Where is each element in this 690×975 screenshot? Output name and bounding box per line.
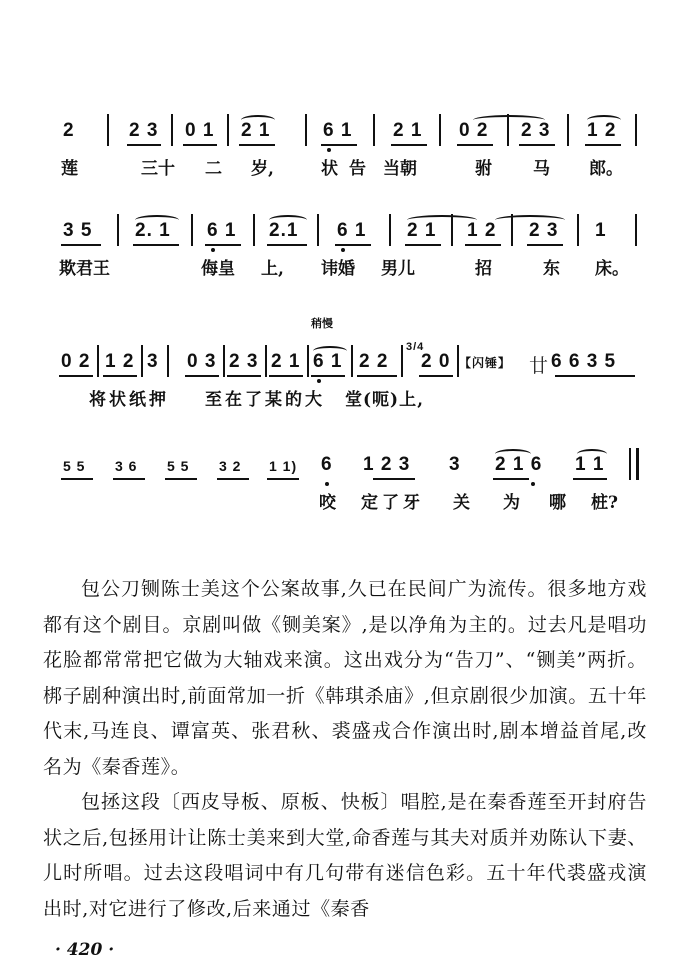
notation-line bbox=[55, 448, 645, 482]
underline bbox=[493, 478, 529, 480]
barline bbox=[307, 345, 309, 377]
barline bbox=[97, 345, 99, 377]
note: 2 3 bbox=[129, 120, 159, 141]
lyric: 床。 bbox=[595, 259, 629, 279]
note: 1 bbox=[595, 220, 607, 241]
note: 0 2 bbox=[61, 351, 91, 372]
lyric: 驸 bbox=[475, 159, 492, 179]
underline bbox=[227, 375, 261, 377]
instrumental-passage: 6 6 3 5 bbox=[551, 351, 617, 372]
underline bbox=[527, 244, 563, 246]
lyric: 二 bbox=[205, 159, 222, 179]
barline bbox=[171, 114, 173, 146]
note: 6 1 bbox=[337, 220, 367, 241]
note: 2. 1 bbox=[135, 220, 171, 241]
lyric: 招 bbox=[475, 259, 492, 279]
barline bbox=[141, 345, 143, 377]
lyric: 上, bbox=[261, 259, 284, 279]
notation-line bbox=[55, 341, 645, 379]
lyric: 为 bbox=[503, 493, 520, 513]
underline bbox=[217, 478, 249, 480]
score-row-4 bbox=[55, 448, 645, 514]
note: 3 bbox=[147, 351, 159, 372]
barline bbox=[305, 114, 307, 146]
octave-dot bbox=[327, 148, 331, 152]
time-signature: 3/4 bbox=[406, 341, 425, 353]
lyric: 岁, bbox=[251, 159, 274, 179]
note: 5 5 bbox=[167, 458, 190, 474]
lyrics-line bbox=[55, 154, 645, 180]
lyrics-line bbox=[55, 488, 645, 514]
note: 3 5 bbox=[63, 220, 93, 241]
score-row-1 bbox=[55, 114, 645, 180]
free-rhythm-mark: 廿 bbox=[529, 356, 550, 377]
barline bbox=[351, 345, 353, 377]
final-barline bbox=[629, 448, 639, 480]
underline bbox=[335, 244, 371, 246]
note: 0 3 bbox=[187, 351, 217, 372]
note: 1 2 bbox=[587, 120, 617, 141]
note: 5 5 bbox=[63, 458, 86, 474]
note: 2 3 bbox=[521, 120, 551, 141]
lyric: 桩? bbox=[591, 493, 618, 513]
note: 2 bbox=[63, 120, 75, 141]
note: 6 bbox=[321, 454, 333, 475]
note: 2.1 bbox=[269, 220, 299, 241]
barline bbox=[373, 114, 375, 146]
note: 2 1 6 bbox=[495, 454, 543, 475]
underline bbox=[183, 144, 217, 146]
note: 6 1 bbox=[313, 351, 343, 372]
barline bbox=[191, 214, 193, 246]
lyric: 男儿 bbox=[381, 259, 415, 279]
octave-dot bbox=[325, 482, 329, 486]
note: 1 1) bbox=[269, 458, 298, 474]
underline bbox=[267, 478, 299, 480]
note: 0 2 bbox=[459, 120, 489, 141]
note: 2 0 bbox=[421, 351, 451, 372]
barline bbox=[253, 214, 255, 246]
underline bbox=[357, 375, 397, 377]
score-row-3 bbox=[55, 317, 645, 411]
lyric: 哪 bbox=[549, 493, 566, 513]
barline bbox=[635, 114, 637, 146]
underline bbox=[373, 478, 415, 480]
barline bbox=[507, 114, 509, 146]
notation-line bbox=[55, 214, 645, 248]
underline bbox=[269, 375, 303, 377]
underline bbox=[185, 375, 219, 377]
underline bbox=[405, 244, 441, 246]
note: 2 1 bbox=[241, 120, 271, 141]
barline bbox=[511, 214, 513, 246]
underline bbox=[321, 144, 357, 146]
underline bbox=[61, 478, 93, 480]
lyric: 侮皇 bbox=[201, 259, 235, 279]
note: 6 1 bbox=[323, 120, 353, 141]
note: 1 2 bbox=[105, 351, 135, 372]
octave-dot bbox=[531, 482, 535, 486]
note: 6 1 bbox=[207, 220, 237, 241]
lyric: 三十 bbox=[141, 159, 175, 179]
lyric: 告 bbox=[349, 159, 366, 179]
underline bbox=[465, 244, 501, 246]
underline bbox=[519, 144, 555, 146]
lyric: 当朝 bbox=[383, 159, 417, 179]
barline bbox=[117, 214, 119, 246]
barline bbox=[167, 345, 169, 377]
underline bbox=[133, 244, 179, 246]
barline bbox=[389, 214, 391, 246]
barline bbox=[577, 214, 579, 246]
note: 2 3 bbox=[529, 220, 559, 241]
note: 2 2 bbox=[359, 351, 389, 372]
underline bbox=[113, 478, 145, 480]
underline bbox=[573, 478, 607, 480]
score-row-2 bbox=[55, 214, 645, 280]
paragraph: 包拯这段〔西皮导板、原板、快板〕唱腔,是在秦香莲至开封府告状之后,包拯用计让陈士美来到大堂,命香莲与其夫对质并劝陈认下妻、儿时所唱。过去这段唱词中有几句带有迷信色彩。五十年代裘盛戎演出时,对它进行了修改,后来通过《秦香 bbox=[43, 791, 647, 920]
octave-dot bbox=[341, 248, 345, 252]
lyric: 马 bbox=[533, 159, 550, 179]
barline bbox=[227, 114, 229, 146]
barline bbox=[635, 214, 637, 246]
octave-dot bbox=[211, 248, 215, 252]
lyric: 莲 bbox=[61, 159, 78, 179]
underline bbox=[391, 144, 427, 146]
note: 1 1 bbox=[575, 454, 605, 475]
lyric: 关 bbox=[453, 493, 470, 513]
underline bbox=[127, 144, 161, 146]
paragraph: 包公刀铡陈士美这个公案故事,久已在民间广为流传。很多地方戏都有这个剧目。京剧叫做《铡美案》,是以净角为主的。过去凡是唱功花脸都常常把它做为大轴戏来演。这出戏分为“告刀”、“铡美”两折。梆子剧种演出时,前面常加一折《韩琪杀庙》,但京剧很少加演。五十年代末,马连良、谭富英、张君秋、裘盛戎合作演出时,剧本增益首尾,改名为《秦香莲》。 bbox=[43, 578, 647, 778]
commentary-text bbox=[43, 572, 647, 927]
lyric: 东 bbox=[543, 259, 560, 279]
note: 1 2 bbox=[467, 220, 497, 241]
lyric: 至在了某的大 bbox=[205, 390, 325, 410]
note: 3 2 bbox=[219, 458, 242, 474]
underline bbox=[205, 244, 241, 246]
lyrics-line bbox=[55, 385, 645, 411]
notation-line bbox=[55, 114, 645, 148]
tempo-mark: 稍慢 bbox=[311, 317, 333, 330]
underline bbox=[555, 375, 635, 377]
lyric: 堂(呃)上, bbox=[345, 390, 425, 410]
underline bbox=[419, 375, 453, 377]
underline bbox=[311, 375, 345, 377]
page-number: · 420 · bbox=[55, 940, 115, 960]
note: 0 1 bbox=[185, 120, 215, 141]
note: 2 1 bbox=[271, 351, 301, 372]
lyric: 将状纸押 bbox=[89, 390, 169, 410]
note: 2 1 bbox=[393, 120, 423, 141]
lyric: 讳婚 bbox=[321, 259, 355, 279]
underline bbox=[61, 244, 101, 246]
octave-dot bbox=[317, 379, 321, 383]
lyric: 咬 bbox=[319, 493, 336, 513]
lyric: 欺君王 bbox=[59, 259, 110, 279]
note: 1 2 3 bbox=[363, 454, 411, 475]
underline bbox=[457, 144, 493, 146]
lyrics-line bbox=[55, 254, 645, 280]
underline bbox=[165, 478, 197, 480]
underline bbox=[267, 244, 307, 246]
barline bbox=[401, 345, 403, 377]
barline bbox=[451, 214, 453, 246]
underline bbox=[585, 144, 621, 146]
barline bbox=[439, 114, 441, 146]
barline bbox=[567, 114, 569, 146]
lyric: 郎。 bbox=[589, 159, 623, 179]
note: 2 1 bbox=[407, 220, 437, 241]
note: 2 3 bbox=[229, 351, 259, 372]
barline bbox=[265, 345, 267, 377]
barline bbox=[107, 114, 109, 146]
underline bbox=[59, 375, 93, 377]
note: 3 6 bbox=[115, 458, 138, 474]
underline bbox=[103, 375, 137, 377]
underline bbox=[239, 144, 275, 146]
lyric: 定了牙 bbox=[361, 493, 424, 513]
percussion-mark: 【闪锤】 bbox=[459, 356, 512, 370]
barline bbox=[223, 345, 225, 377]
note: 3 bbox=[449, 454, 461, 475]
barline bbox=[317, 214, 319, 246]
lyric: 状 bbox=[321, 159, 338, 179]
